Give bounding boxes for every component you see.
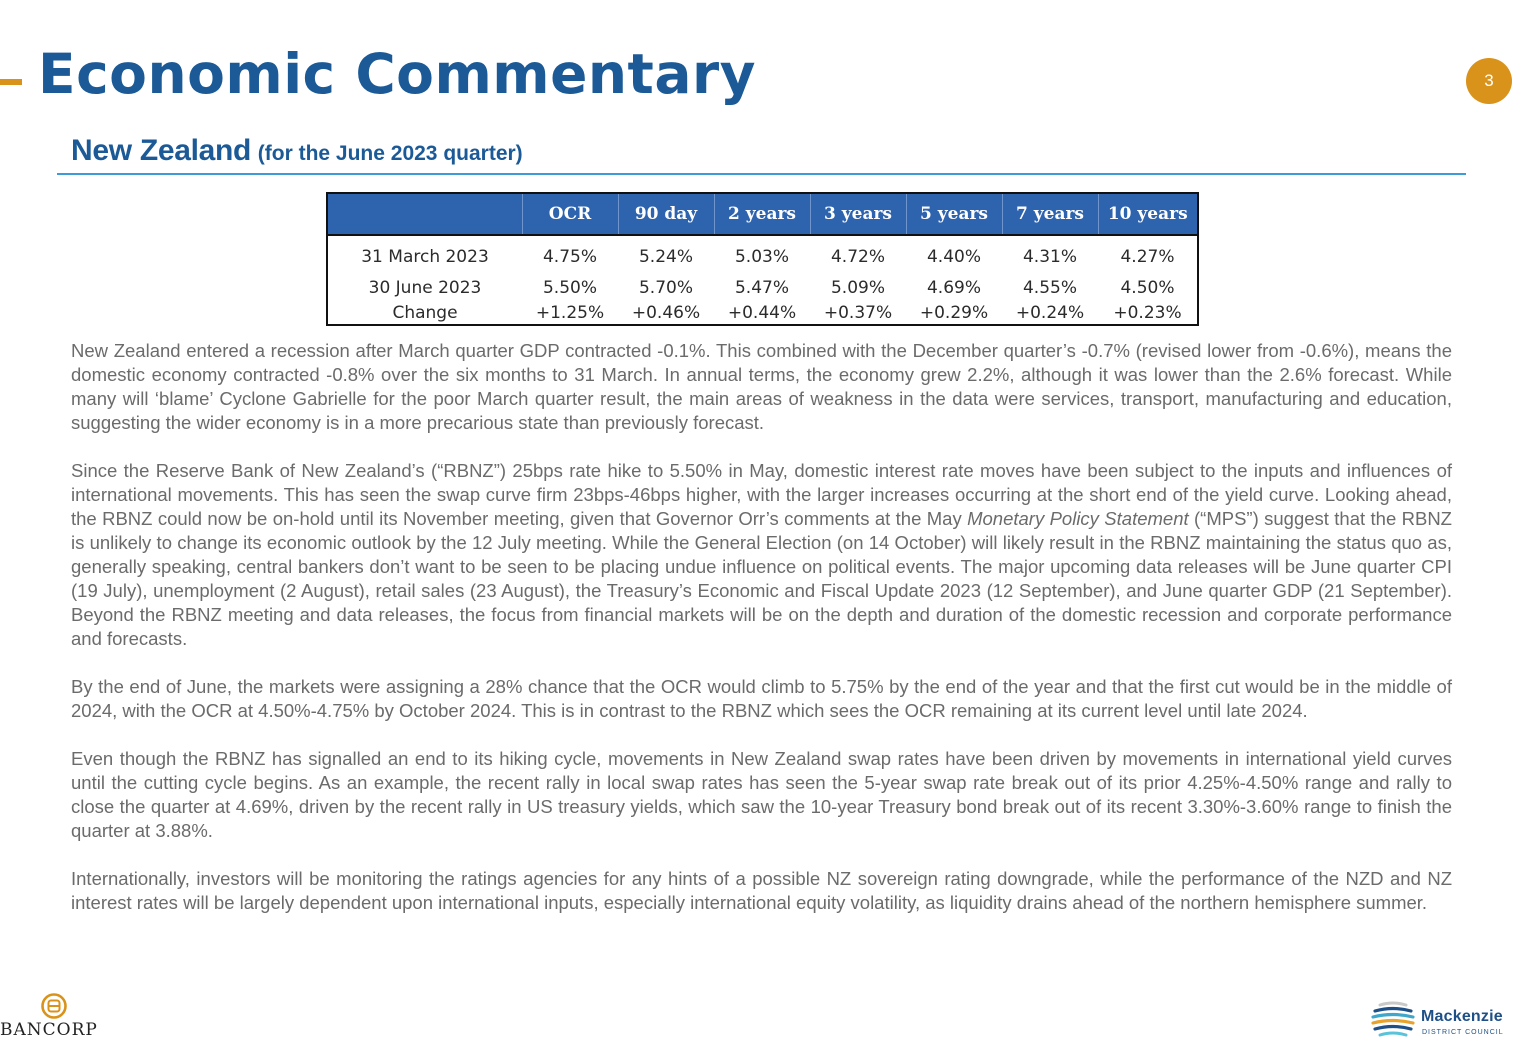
paragraph-rbnz-outlook	[71, 459, 1452, 651]
table-cell: 4.72%	[830, 247, 885, 267]
table-cell: +0.37%	[823, 303, 893, 323]
table-cell: +0.29%	[919, 303, 989, 323]
paragraph-swap-rates: Even though the RBNZ has signalled an end to its hiking cycle, movements in New Zealand swap rates have been driven by movements in international yield curves until the cutting cycle begins. As an example, the recent rally in local swap rates has seen the 5-year swap rate break out of its prior 4.25%-4.50% range and rally to close the quarter at 4.69%, driven by the recent rally in US treasury yields, which saw the 10-year Treasury bond break out of its recent 3.30%-3.60% range to finish the quarter at 3.88%.	[71, 748, 1452, 841]
table-header-cell	[327, 193, 522, 235]
table-cell: 4.40%	[926, 247, 981, 267]
table-cell: 31 March 2023	[361, 247, 489, 267]
bancorp-wordmark: BANCORP	[0, 1020, 98, 1040]
mackenzie-subtitle: DISTRICT COUNCIL	[1422, 1029, 1504, 1036]
page-number-badge: 3	[1466, 58, 1512, 104]
table-cell: 4.75%	[542, 247, 597, 267]
mackenzie-district-council-logo	[1370, 998, 1523, 1042]
bancorp-emblem-icon	[41, 993, 67, 1019]
table-header-cell: 7 years	[1002, 193, 1098, 235]
table-cell: 30 June 2023	[368, 278, 482, 298]
mps-title: Monetary Policy Statement	[967, 508, 1189, 529]
table-cell: +0.46%	[631, 303, 701, 323]
paragraph-text: (“MPS”) suggest that the RBNZ is unlikely to change its economic outlook by the 12 July meeting. While the General Election (on 14 October) will likely result in the RBNZ maintaining the status quo as, generally speaking, central bankers don’t want to be seen to be placing undue influence on political events. The major upcoming data releases will be June quarter CPI (19 July), unemployment (2 August), retail sales (23 August), the Treasury’s Economic and Fiscal Update 2023 (12 September), and June quarter GDP (21 September). Beyond the RBNZ meeting and data releases, the focus from financial markets will be on the depth and duration of the domestic recession and corporate performance and forecasts.	[71, 508, 1452, 649]
table-header-cell: 10 years	[1098, 193, 1198, 235]
table-row	[327, 274, 1198, 302]
table-header-row	[327, 193, 1198, 235]
mackenzie-waves-icon	[1370, 1000, 1416, 1040]
table-cell: 4.69%	[926, 278, 981, 298]
paragraph-text: Since the Reserve Bank of New Zealand’s (“RBNZ”) 25bps rate hike to 5.50% in May, domestic interest rate moves have been subject to the inputs and influences of international movements. This has seen the swap curve firm 23bps-46bps higher, with the larger increases occurring at the short end of the yield curve. Looking ahead, the RBNZ could now be on-hold until its November meeting, given that Governor Orr’s comments at the May	[71, 460, 1452, 529]
table-header-cell: 90 day	[618, 193, 714, 235]
table-cell: +0.23%	[1113, 303, 1182, 323]
mackenzie-wordmark: Mackenzie	[1421, 1008, 1503, 1025]
title-accent-bar	[0, 79, 22, 85]
table-cell: +1.25%	[535, 303, 605, 323]
interest-rates-table	[326, 192, 1199, 326]
table-cell: 5.50%	[542, 278, 597, 298]
table-cell: 5.03%	[734, 247, 789, 267]
table-header-cell: 2 years	[714, 193, 810, 235]
section-heading-main: New Zealand	[71, 134, 252, 167]
table-header-cell: 3 years	[810, 193, 906, 235]
table-cell: 5.47%	[734, 278, 789, 298]
section-divider	[57, 173, 1466, 175]
paragraph-market-pricing: By the end of June, the markets were assigning a 28% chance that the OCR would climb to 5.75% by the end of the year and that the first cut would be in the middle of 2024, with the OCR at 4.50%-4.75% by October 2024. This is in contrast to the RBNZ which sees the OCR remaining at its current level until late 2024.	[71, 676, 1452, 721]
table-cell: 4.50%	[1120, 278, 1175, 298]
paragraph-recession: New Zealand entered a recession after March quarter GDP contracted -0.1%. This combined with the December quarter’s -0.7% (revised lower from -0.6%), means the domestic economy contracted -0.8% over the six months to 31 March. In annual terms, the economy grew 2.2%, although it was lower than the 2.6% forecast. While many will ‘blame’ Cyclone Gabrielle for the poor March quarter result, the main areas of weakness in the data were services, transport, manufacturing and education, suggesting the wider economy is in a more precarious state than previously forecast.	[71, 340, 1452, 433]
table-cell: 4.55%	[1022, 278, 1077, 298]
table-header-cell: 5 years	[906, 193, 1002, 235]
table-header-cell: OCR	[522, 193, 618, 235]
table-cell: 5.70%	[638, 278, 693, 298]
table-cell: Change	[392, 303, 458, 323]
table-cell: +0.44%	[727, 303, 797, 323]
page-title: Economic Commentary	[38, 42, 756, 106]
section-heading	[71, 130, 523, 175]
table-cell: +0.24%	[1015, 303, 1085, 323]
table-cell: 5.09%	[830, 278, 885, 298]
section-heading-sub: (for the June 2023 quarter)	[257, 142, 523, 165]
table-row	[327, 235, 1198, 274]
table-row	[327, 302, 1198, 325]
table-cell: 5.24%	[638, 247, 693, 267]
commentary-body	[71, 339, 1452, 939]
table-cell: 4.31%	[1022, 247, 1077, 267]
table-cell: 4.27%	[1120, 247, 1175, 267]
bancorp-logo	[0, 993, 120, 1042]
paragraph-international: Internationally, investors will be monitoring the ratings agencies for any hints of a possible NZ sovereign rating downgrade, while the performance of the NZD and NZ interest rates will be largely dependent upon international inputs, especially international equity volatility, as liquidity drains ahead of the northern hemisphere summer.	[71, 868, 1452, 913]
